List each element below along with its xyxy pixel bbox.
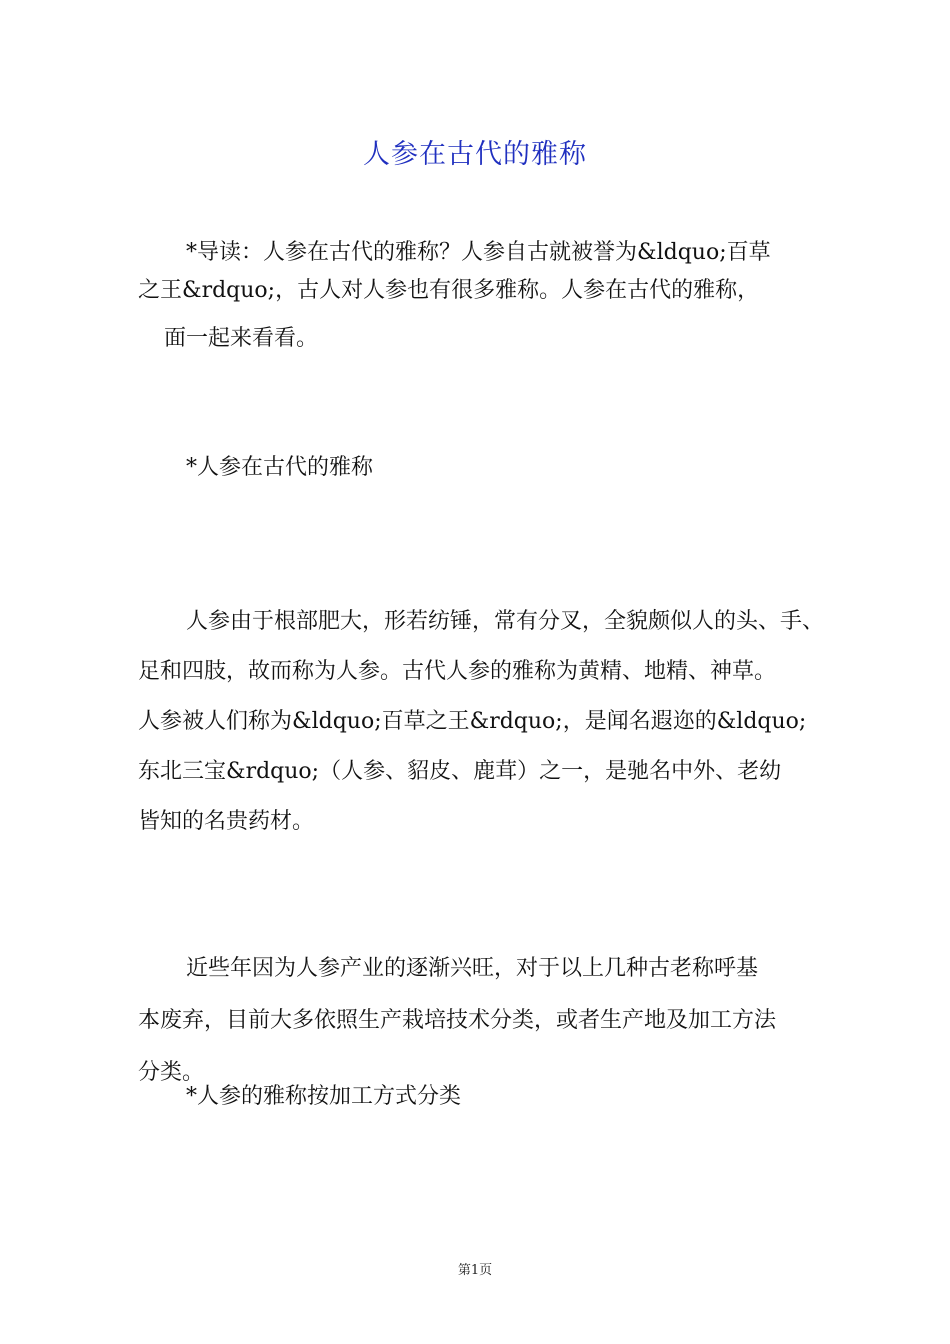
para2-line-2: 本废弃，目前大多依照生产栽培技术分类，或者生产地及加工方法 <box>138 1008 777 1033</box>
body-paragraph-1 <box>138 597 828 847</box>
para2-line-3: 分类。 <box>138 1060 205 1085</box>
section-heading-1: *人参在古代的雅称 <box>186 455 374 480</box>
section-heading-2: *人参的雅称按加工方式分类 <box>186 1084 462 1109</box>
para2-line-1: 近些年因为人参产业的逐渐兴旺，对于以上几种古老称呼基 <box>186 956 759 981</box>
page-title: 人参在古代的雅称 <box>363 139 587 170</box>
intro-line-1: *导读：人参在古代的雅称？人参自古就被誉为&ldquo;百草 <box>186 240 771 265</box>
page-number: 第1页 <box>457 1263 493 1278</box>
intro-line-3: 面一起来看看。 <box>164 326 319 351</box>
para1-line-3: 人参被人们称为&ldquo;百草之王&rdquo;，是闻名遐迩的&ldquo; <box>138 709 807 734</box>
intro-paragraph <box>138 234 828 358</box>
para1-line-2: 足和四肢，故而称为人参。古代人参的雅称为黄精、地精、神草。 <box>138 659 777 684</box>
body-paragraph-2 <box>138 943 828 1087</box>
para1-line-4: 东北三宝&rdquo;（人参、貂皮、鹿茸）之一，是驰名中外、老幼 <box>138 759 782 784</box>
para1-line-1: 人参由于根部肥大，形若纺锤，常有分叉，全貌颇似人的头、手、 <box>186 609 825 634</box>
para1-line-5: 皆知的名贵药材。 <box>138 809 315 834</box>
intro-line-2: 之王&rdquo;，古人对人参也有很多雅称。人参在古代的雅称， <box>138 278 760 303</box>
